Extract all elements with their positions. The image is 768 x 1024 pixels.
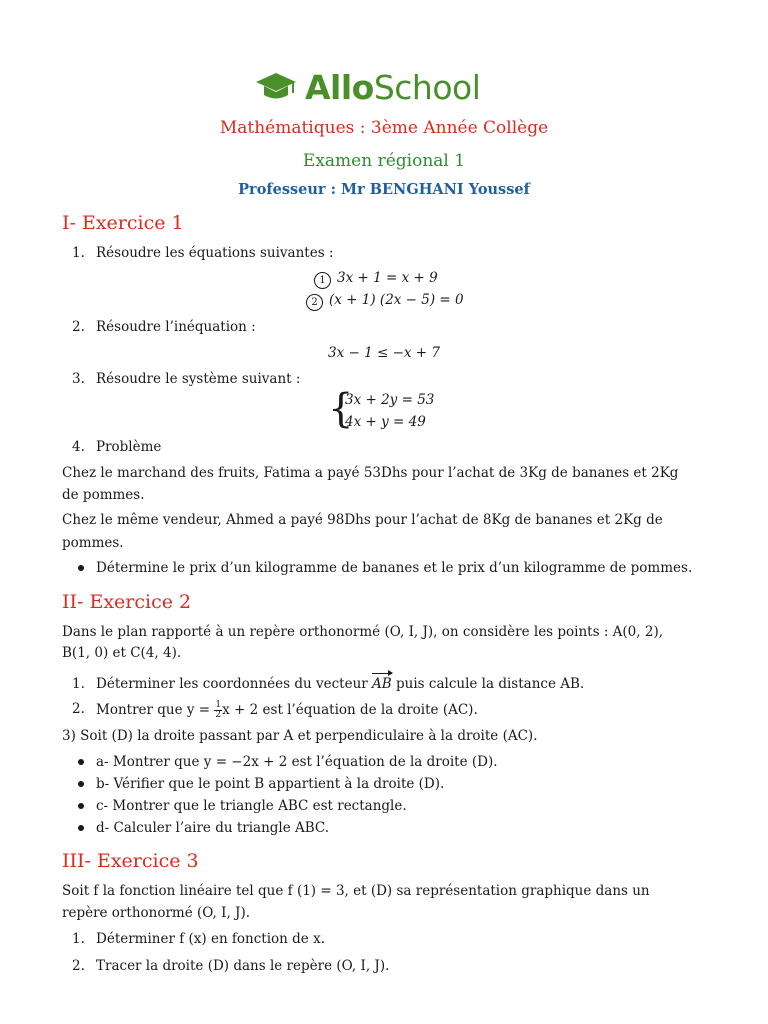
teacher-name: Professeur : Mr BENGHANI Youssef [238, 181, 530, 198]
bullet-dot [78, 781, 84, 787]
equation-2: 2 (x + 1) (2x − 5) = 0 [306, 292, 464, 311]
bullet-dot [78, 803, 84, 809]
problem-task: Détermine le prix d’un kilogramme de bananes et le prix d’un kilogramme de pommes. [96, 560, 693, 576]
ex2-q2: Montrer que y = $\frac{1}{2}$ x + 2 est l’équation de la droite (AC). [96, 700, 478, 720]
bullet-dot [78, 759, 84, 765]
item-number: 2. [72, 958, 85, 974]
bullet-dot [78, 565, 84, 571]
item-number: 2. [72, 319, 85, 335]
item-number: 2. [72, 701, 85, 717]
item-number: 1. [72, 676, 85, 692]
ex2-item-c: c- Montrer que le triangle ABC est rectangle. [96, 798, 407, 814]
exercise-1-heading: I- Exercice 1 [62, 212, 184, 234]
exercise-3-heading: III- Exercice 3 [62, 850, 199, 872]
fraction-one-half: $\frac{1}{2}$ [215, 700, 222, 720]
ex1-q3-text: Résoudre le système suivant : [96, 371, 301, 387]
ex2-intro-cont: B(1, 0) et C(4, 4). [62, 645, 182, 661]
subject-title: Mathématiques : 3ème Année Collège [219, 118, 549, 138]
logo-text: AlloSchool [305, 67, 481, 107]
inequation: 3x − 1 ≤ −x + 7 [328, 345, 440, 361]
alloschool-logo[interactable] [255, 66, 480, 108]
ex3-q1: Déterminer f (x) en fonction de x. [96, 931, 325, 947]
ex3-q2: Tracer la droite (D) dans le repère (O, I, J). [96, 958, 390, 974]
ex2-item-d: d- Calculer l’aire du triangle ABC. [96, 820, 330, 836]
circled-number-2: 2 [306, 294, 323, 311]
item-number: 4. [72, 439, 85, 455]
ex3-intro-cont: repère orthonormé (O, I, J). [62, 905, 251, 921]
system-brace: { [328, 386, 354, 432]
ex2-q1: Déterminer les coordonnées du vecteur AB puis calcule la distance AB. [96, 676, 585, 692]
ex2-item-b: b- Vérifier que le point B appartient à la droite (D). [96, 776, 445, 792]
exercise-2-heading: II- Exercice 2 [62, 591, 192, 613]
problem-paragraph-1-cont: de pommes. [62, 487, 145, 503]
ex2-intro: Dans le plan rapporté à un repère orthonormé (O, I, J), on considère les points : A(0, 2), [62, 624, 664, 640]
ex1-q1-text: Résoudre les équations suivantes : [96, 245, 334, 261]
graduation-cap-icon [255, 71, 297, 103]
equation-1: 1 3x + 1 = x + 9 [314, 270, 438, 289]
ex3-intro: Soit f la fonction linéaire tel que f (1) = 3, et (D) sa représentation graphique dans un [62, 883, 650, 899]
ex2-q3: 3) Soit (D) la droite passant par A et perpendiculaire à la droite (AC). [62, 728, 538, 744]
ex1-q4-text: Problème [96, 439, 162, 455]
system-eq-1: 3x + 2y = 53 [345, 392, 435, 408]
ex1-q2-text: Résoudre l’inéquation : [96, 319, 256, 335]
item-number: 3. [72, 371, 85, 387]
problem-paragraph-1: Chez le marchand des fruits, Fatima a payé 53Dhs pour l’achat de 3Kg de bananes et 2Kg [62, 465, 679, 481]
ex2-item-a: a- Montrer que y = −2x + 2 est l’équation de la droite (D). [96, 754, 498, 770]
circled-number-1: 1 [314, 272, 331, 289]
item-number: 1. [72, 931, 85, 947]
system-eq-2: 4x + y = 49 [345, 414, 426, 430]
bullet-dot [78, 825, 84, 831]
problem-paragraph-2: Chez le même vendeur, Ahmed a payé 98Dhs pour l’achat de 8Kg de bananes et 2Kg de [62, 512, 663, 528]
problem-paragraph-2-cont: pommes. [62, 535, 124, 551]
item-number: 1. [72, 245, 85, 261]
vector-ab: AB [372, 676, 392, 692]
exam-title: Examen régional 1 [302, 151, 466, 171]
